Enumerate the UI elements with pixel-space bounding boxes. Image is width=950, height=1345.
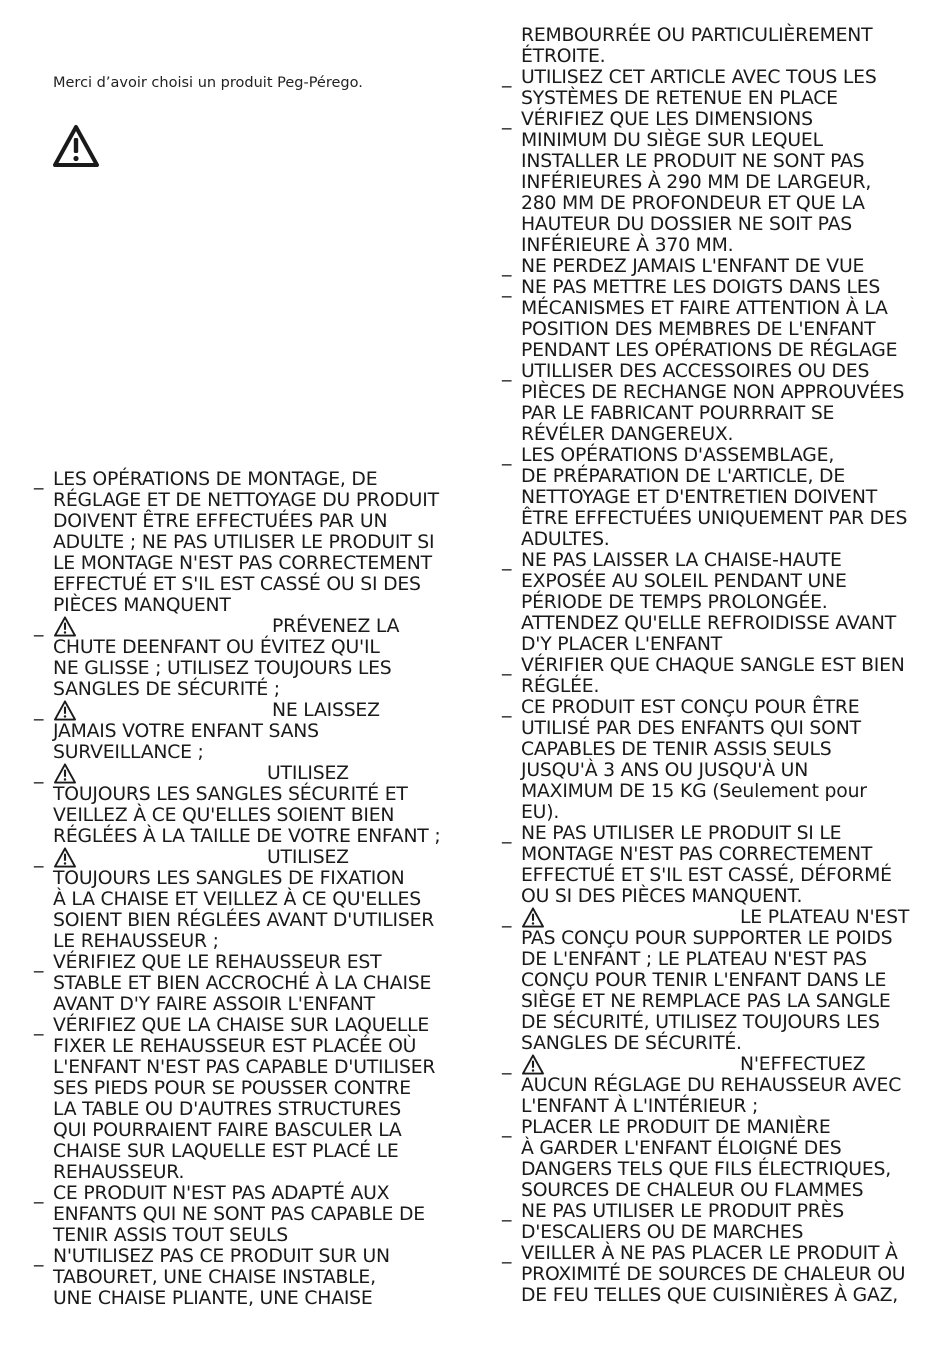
warning-line: SANGLES DE SÉCURITÉ ; xyxy=(53,679,280,700)
warning-line: VÉRIFIER QUE CHAQUE SANGLE EST BIEN xyxy=(521,655,905,676)
warning-line: DE L'ENFANT ; LE PLATEAU N'EST PAS xyxy=(521,949,867,970)
warning-item xyxy=(502,823,942,907)
warning-line: 280 MM DE PROFONDEUR ET QUE LA xyxy=(521,193,865,214)
warning-line: MAXIMUM DE 15 KG (Seulement pour xyxy=(521,781,867,802)
warning-line: UTILISÉ PAR DES ENFANTS QUI SONT xyxy=(521,718,861,739)
warning-line: QUI POURRAIENT FAIRE BASCULER LA xyxy=(53,1120,402,1141)
warning-line: VÉRIFIEZ QUE LE REHAUSSEUR EST xyxy=(53,952,382,973)
warning-item xyxy=(502,109,942,256)
warning-icon xyxy=(53,700,77,721)
warning-line: NE PERDEZ JAMAIS L'ENFANT DE VUE xyxy=(521,256,865,277)
warning-line: PENDANT LES OPÉRATIONS DE RÉGLAGE xyxy=(521,340,898,361)
warning-line: LE MONTAGE N'EST PAS CORRECTEMENT xyxy=(53,553,432,574)
bullet-dash: _ xyxy=(34,1015,44,1036)
warning-head: UTILISEZ xyxy=(267,847,349,868)
warning-item xyxy=(34,763,474,847)
warning-line: CHUTE DEENFANT OU ÉVITEZ QU'IL xyxy=(53,637,380,658)
warning-line: LE REHAUSSEUR ; xyxy=(53,931,219,952)
warning-line: EU). xyxy=(521,802,560,823)
warning-line: TENIR ASSIS TOUT SEULS xyxy=(53,1225,289,1246)
warning-line: UTILLISER DES ACCESSOIRES OU DES xyxy=(521,361,870,382)
warning-line: DOIVENT ÊTRE EFFECTUÉES PAR UN xyxy=(53,511,388,532)
warning-line: SES PIEDS POUR SE POUSSER CONTRE xyxy=(53,1078,411,1099)
warning-line: INFÉRIEURE À 370 MM. xyxy=(521,235,734,256)
bullet-dash: _ xyxy=(34,1183,44,1204)
warning-line: INSTALLER LE PRODUIT NE SONT PAS xyxy=(521,151,865,172)
bullet-dash: _ xyxy=(34,763,44,784)
warning-item xyxy=(34,1183,474,1246)
warning-line: À LA CHAISE ET VEILLEZ À CE QU'ELLES xyxy=(53,889,421,910)
warning-item xyxy=(34,952,474,1015)
warning-line: UTILISEZ CET ARTICLE AVEC TOUS LES xyxy=(521,67,877,88)
warning-icon xyxy=(52,124,100,168)
warning-line: SOIENT BIEN RÉGLÉES AVANT D'UTILISER xyxy=(53,910,435,931)
warning-line: PAR LE FABRICANT POURRRAIT SE xyxy=(521,403,835,424)
bullet-dash: _ xyxy=(502,1054,512,1075)
bullet-dash: _ xyxy=(502,445,512,466)
warning-line: VEILLEZ À CE QU'ELLES SOIENT BIEN xyxy=(53,805,395,826)
bullet-dash: _ xyxy=(34,700,44,721)
warning-line: D'Y PLACER L'ENFANT xyxy=(521,634,722,655)
warning-line: CHAISE SUR LAQUELLE EST PLACÉ LE xyxy=(53,1141,399,1162)
warning-item xyxy=(502,256,942,277)
warning-line: PAS CONÇU POUR SUPPORTER LE POIDS xyxy=(521,928,893,949)
warning-line: NE PAS UTILISER LE PRODUIT PRÈS xyxy=(521,1201,844,1222)
warning-line: INFÉRIEURES À 290 MM DE LARGEUR, xyxy=(521,172,872,193)
warning-line: AVANT D'Y FAIRE ASSOIR L'ENFANT xyxy=(53,994,375,1015)
warning-line: REMBOURRÉE OU PARTICULIÈREMENT xyxy=(521,25,873,46)
warning-head: PRÉVENEZ LA xyxy=(272,616,400,637)
warning-line: ÊTRE EFFECTUÉES UNIQUEMENT PAR DES xyxy=(521,508,908,529)
warning-line: EXPOSÉE AU SOLEIL PENDANT UNE xyxy=(521,571,847,592)
bullet-dash: _ xyxy=(502,697,512,718)
warning-line: CAPABLES DE TENIR ASSIS SEULS xyxy=(521,739,832,760)
bullet-dash: _ xyxy=(34,1246,44,1267)
warning-line: CONÇU POUR TENIR L'ENFANT DANS LE xyxy=(521,970,887,991)
warning-line: VEILLER À NE PAS PLACER LE PRODUIT À xyxy=(521,1243,898,1264)
warning-line: SIÈGE ET NE REMPLACE PAS LA SANGLE xyxy=(521,991,891,1012)
warning-line: POSITION DES MEMBRES DE L'ENFANT xyxy=(521,319,876,340)
warning-line: D'ESCALIERS OU DE MARCHES xyxy=(521,1222,804,1243)
warning-head: LE PLATEAU N'EST xyxy=(740,907,910,928)
warning-item xyxy=(502,67,942,109)
warning-item xyxy=(34,700,474,763)
warning-line: TOUJOURS LES SANGLES DE FIXATION xyxy=(53,868,405,889)
warning-line: TABOURET, UNE CHAISE INSTABLE, xyxy=(53,1267,376,1288)
warning-item xyxy=(502,1054,942,1117)
warning-line: LA TABLE OU D'AUTRES STRUCTURES xyxy=(53,1099,401,1120)
warning-line: LES OPÉRATIONS DE MONTAGE, DE xyxy=(53,469,378,490)
warning-item xyxy=(34,847,474,952)
warning-item xyxy=(502,1201,942,1243)
warning-line: MÉCANISMES ET FAIRE ATTENTION À LA xyxy=(521,298,888,319)
warning-item xyxy=(502,907,942,1054)
warning-line: PÉRIODE DE TEMPS PROLONGÉE. xyxy=(521,592,828,613)
warning-line: DE FEU TELLES QUE CUISINIÈRES À GAZ, xyxy=(521,1285,899,1306)
warning-line: N'UTILISEZ PAS CE PRODUIT SUR UN xyxy=(53,1246,390,1267)
bullet-dash: _ xyxy=(502,277,512,298)
warning-line: PIÈCES DE RECHANGE NON APPROUVÉES xyxy=(521,382,905,403)
bullet-dash: _ xyxy=(502,550,512,571)
warning-item xyxy=(34,1015,474,1183)
bullet-dash: _ xyxy=(502,823,512,844)
warning-item xyxy=(34,1246,474,1309)
warning-line: JAMAIS VOTRE ENFANT SANS xyxy=(53,721,319,742)
warning-line: RÉGLÉES À LA TAILLE DE VOTRE ENFANT ; xyxy=(53,826,441,847)
warning-item xyxy=(502,697,942,823)
warning-line: NE PAS METTRE LES DOIGTS DANS LES xyxy=(521,277,881,298)
bullet-dash: _ xyxy=(502,361,512,382)
warning-line: NETTOYAGE ET D'ENTRETIEN DOIVENT xyxy=(521,487,877,508)
bullet-dash: _ xyxy=(502,109,512,130)
warning-line: RÉGLÉE. xyxy=(521,676,600,697)
bullet-dash: _ xyxy=(502,256,512,277)
bullet-dash: _ xyxy=(502,67,512,88)
warning-line: ADULTES. xyxy=(521,529,610,550)
warning-continuation xyxy=(502,25,942,67)
warning-line: SYSTÈMES DE RETENUE EN PLACE xyxy=(521,88,838,109)
warning-line: MONTAGE N'EST PAS CORRECTEMENT xyxy=(521,844,873,865)
intro-text: Merci d’avoir choisi un produit Peg-Pérego. xyxy=(53,75,363,91)
warning-line: SURVEILLANCE ; xyxy=(53,742,204,763)
warning-head: UTILISEZ xyxy=(267,763,349,784)
warning-item xyxy=(34,469,474,616)
warning-line: MINIMUM DU SIÈGE SUR LEQUEL xyxy=(521,130,823,151)
warning-line: DE SÉCURITÉ, UTILISEZ TOUJOURS LES xyxy=(521,1012,880,1033)
warning-line: REHAUSSEUR. xyxy=(53,1162,185,1183)
warning-line: DE PRÉPARATION DE L'ARTICLE, DE xyxy=(521,466,845,487)
warning-item xyxy=(34,616,474,700)
bullet-dash: _ xyxy=(34,952,44,973)
warning-line: À GARDER L'ENFANT ÉLOIGNÉ DES xyxy=(521,1138,842,1159)
bullet-dash: _ xyxy=(502,907,512,928)
warning-line: ADULTE ; NE PAS UTILISER LE PRODUIT SI xyxy=(53,532,435,553)
warning-icon xyxy=(53,763,77,784)
warning-item xyxy=(502,445,942,550)
warning-line: LES OPÉRATIONS D'ASSEMBLAGE, xyxy=(521,445,835,466)
warning-line: ENFANTS QUI NE SONT PAS CAPABLE DE xyxy=(53,1204,425,1225)
warning-line: CE PRODUIT N'EST PAS ADAPTÉ AUX xyxy=(53,1183,390,1204)
warning-head: NE LAISSEZ xyxy=(272,700,380,721)
warning-line: EFFECTUÉ ET S'IL EST CASSÉ, DÉFORMÉ xyxy=(521,865,892,886)
warning-line: TOUJOURS LES SANGLES SÉCURITÉ ET xyxy=(53,784,408,805)
bullet-dash: _ xyxy=(502,1201,512,1222)
warning-line: PROXIMITÉ DE SOURCES DE CHALEUR OU xyxy=(521,1264,906,1285)
warning-line: STABLE ET BIEN ACCROCHÉ À LA CHAISE xyxy=(53,973,432,994)
warning-line: VÉRIFIEZ QUE LES DIMENSIONS xyxy=(521,109,813,130)
bullet-dash: _ xyxy=(502,655,512,676)
warning-line: AUCUN RÉGLAGE DU REHAUSSEUR AVEC xyxy=(521,1075,902,1096)
warning-line: NE PAS UTILISER LE PRODUIT SI LE xyxy=(521,823,842,844)
warning-item xyxy=(502,361,942,445)
warning-line: L'ENFANT À L'INTÉRIEUR ; xyxy=(521,1096,759,1117)
warning-item xyxy=(502,1117,942,1201)
warning-line: RÉGLAGE ET DE NETTOYAGE DU PRODUIT xyxy=(53,490,439,511)
warning-line: RÉVÉLER DANGEREUX. xyxy=(521,424,734,445)
warnings-right-column xyxy=(502,25,942,1306)
warning-line: ATTENDEZ QU'ELLE REFROIDISSE AVANT xyxy=(521,613,897,634)
warning-line: VÉRIFIEZ QUE LA CHAISE SUR LAQUELLE xyxy=(53,1015,430,1036)
bullet-dash: _ xyxy=(34,847,44,868)
warning-icon xyxy=(53,616,77,637)
bullet-dash: _ xyxy=(34,469,44,490)
warning-item xyxy=(502,655,942,697)
warning-line: PLACER LE PRODUIT DE MANIÈRE xyxy=(521,1117,831,1138)
bullet-dash: _ xyxy=(34,616,44,637)
warning-line: JUSQU'À 3 ANS OU JUSQU'À UN xyxy=(521,760,809,781)
warning-icon xyxy=(53,847,77,868)
warning-line: EFFECTUÉ ET S'IL EST CASSÉ OU SI DES xyxy=(53,574,421,595)
bullet-dash: _ xyxy=(502,1243,512,1264)
warning-item xyxy=(502,550,942,655)
warning-line: HAUTEUR DU DOSSIER NE SOIT PAS xyxy=(521,214,852,235)
warning-line: SOURCES DE CHALEUR OU FLAMMES xyxy=(521,1180,864,1201)
warning-line: OU SI DES PIÈCES MANQUENT. xyxy=(521,886,803,907)
warning-icon xyxy=(521,1054,545,1075)
warning-line: NE PAS LAISSER LA CHAISE-HAUTE xyxy=(521,550,842,571)
warning-line: CE PRODUIT EST CONÇU POUR ÊTRE xyxy=(521,697,860,718)
warnings-left-column xyxy=(34,469,474,1309)
warning-line: DANGERS TELS QUE FILS ÉLECTRIQUES, xyxy=(521,1159,892,1180)
warning-line: NE GLISSE ; UTILISEZ TOUJOURS LES xyxy=(53,658,392,679)
warning-line: SANGLES DE SÉCURITÉ. xyxy=(521,1033,742,1054)
warning-line: FIXER LE REHAUSSEUR EST PLACÉE OÙ xyxy=(53,1036,417,1057)
warning-line: ÉTROITE. xyxy=(521,46,606,67)
warning-line: UNE CHAISE PLIANTE, UNE CHAISE xyxy=(53,1288,373,1309)
warning-item xyxy=(502,1243,942,1306)
bullet-dash: _ xyxy=(502,1117,512,1138)
warning-line: PIÈCES MANQUENT xyxy=(53,595,231,616)
warning-icon xyxy=(521,907,545,928)
warning-line: L'ENFANT N'EST PAS CAPABLE D'UTILISER xyxy=(53,1057,436,1078)
warning-head: N'EFFECTUEZ xyxy=(740,1054,866,1075)
warning-item xyxy=(502,277,942,361)
